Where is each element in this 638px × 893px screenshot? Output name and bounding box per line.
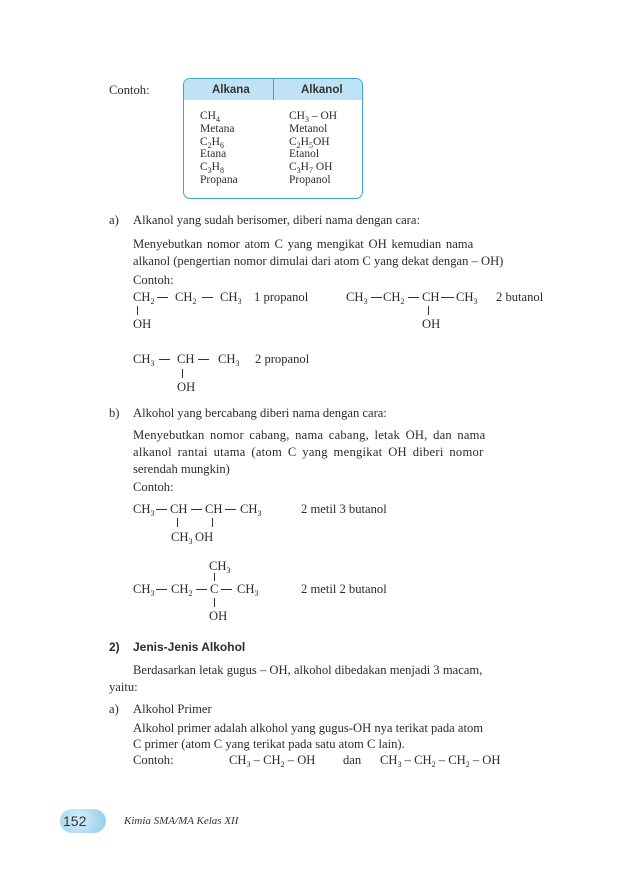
section-primer-line1: Alkohol primer adalah alkohol yang gugus-OH nya terikat pada atom <box>133 721 484 735</box>
alkana-row: $C_2H_6$ <box>200 135 224 150</box>
header-alkana: Alkana <box>212 84 250 96</box>
name-2-metil-2-butanol: 2 metil 2 butanol <box>301 582 387 596</box>
alkanol-row: $CH_3$ – OH <box>289 110 338 124</box>
alkanol-row: Metanol <box>289 122 328 135</box>
alkanol-row: $C_3H_7$ OH <box>289 161 333 176</box>
primer-example-2: $CH_3 - CH_2 - CH_2$ – OH <box>380 753 501 769</box>
section-2-heading: Jenis-Jenis Alkohol <box>133 640 246 654</box>
section-b-line3: serendah mungkin) <box>133 462 230 476</box>
alkanol-row: Propanol <box>289 173 331 186</box>
alkanol-row: Etanol <box>289 148 320 161</box>
section-a-contoh: Contoh: <box>133 273 174 287</box>
contoh-label: Contoh: <box>109 83 150 97</box>
alkana-col <box>200 110 238 187</box>
section-b-heading: Alkohol yang bercabang diberi nama dengan cara: <box>133 406 387 420</box>
table-header-divider <box>273 79 274 100</box>
book-title: Kimia SMA/MA Kelas XII <box>124 815 239 827</box>
alkana-row: Etana <box>200 148 227 161</box>
name-2-metil-3-butanol: 2 metil 3 butanol <box>301 502 387 516</box>
primer-example-1: $CH_3 - CH_2$ – OH <box>229 753 316 769</box>
alkanol-row: $C_2H_5OH$ <box>289 135 330 150</box>
name-2-propanol: 2 propanol <box>255 352 310 366</box>
primer-dan: dan <box>343 753 362 767</box>
section-2-line2: yaitu: <box>109 680 138 694</box>
name-2-butanol: 2 butanol <box>496 290 544 304</box>
alkana-alkanol-table <box>183 78 363 199</box>
section-b-marker: b) <box>109 406 120 420</box>
alkana-row: $CH_4$ <box>200 110 220 124</box>
section-a-line1: Menyebutkan nomor atom C yang mengikat OH kemudian nama <box>133 237 474 251</box>
section-b-contoh: Contoh: <box>133 480 174 494</box>
page-number: 152 <box>63 813 87 829</box>
alkana-row: $C_3H_8$ <box>200 161 224 176</box>
section-2-line1: Berdasarkan letak gugus – OH, alkohol dibedakan menjadi 3 macam, <box>133 663 483 677</box>
name-1-propanol: 1 propanol <box>254 290 309 304</box>
alkana-row: Propana <box>200 173 238 186</box>
section-a-line2: alkanol (pengertian nomor dimulai dari atom C yang dekat dengan – OH) <box>133 254 504 268</box>
section-2-marker: 2) <box>109 640 120 654</box>
alkanol-col <box>289 110 337 187</box>
section-a-marker: a) <box>109 213 119 227</box>
section-b-line1: Menyebutkan nomor cabang, nama cabang, letak OH, dan nama <box>133 428 486 442</box>
section-primer-contoh: Contoh: <box>133 753 174 767</box>
alkana-row: Metana <box>200 122 235 135</box>
section-a-heading: Alkanol yang sudah berisomer, diberi nama dengan cara: <box>133 213 420 227</box>
section-primer-heading: Alkohol Primer <box>133 702 212 716</box>
header-alkanol: Alkanol <box>301 84 343 96</box>
section-primer-line2: C primer (atom C yang terikat pada satu atom C lain). <box>133 737 405 751</box>
section-b-line2: alkanol rantai utama (atom C yang mengikat OH diberi nomor <box>133 445 484 459</box>
section-primer-marker: a) <box>109 702 119 716</box>
